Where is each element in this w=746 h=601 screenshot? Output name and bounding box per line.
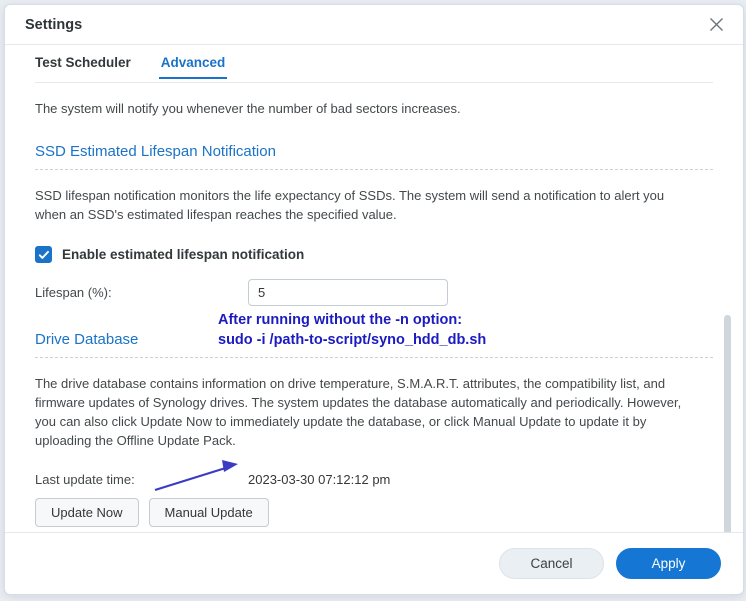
drive-database-buttons (35, 498, 713, 527)
dialog-footer (5, 532, 743, 594)
apply-button[interactable]: Apply (616, 548, 721, 579)
content-scrollbar-thumb[interactable] (724, 315, 731, 532)
close-icon[interactable] (703, 12, 729, 38)
cancel-button[interactable]: Cancel (499, 548, 604, 579)
tab-test-scheduler[interactable]: Test Scheduler (35, 55, 131, 70)
enable-lifespan-notification-label: Enable estimated lifespan notification (62, 247, 305, 262)
last-update-value: 2023-03-30 07:12:12 pm (248, 472, 391, 487)
enable-lifespan-notification-row[interactable] (35, 246, 713, 263)
tabbar (5, 45, 743, 83)
drive-database-section-title: Drive Database (35, 331, 713, 358)
manual-update-button[interactable]: Manual Update (149, 498, 269, 527)
lifespan-field-row (35, 279, 713, 306)
ssd-section-description: SSD lifespan notification monitors the life expectancy of SSDs. The system will send a notification to alert you when an SSD's estimated lifespan reaches the specified value. (35, 188, 665, 222)
content-scrollbar[interactable] (724, 315, 731, 532)
last-update-row (35, 472, 713, 487)
annotation-note-line2: sudo -i /path-to-script/syno_hdd_db.sh (218, 332, 487, 348)
drive-database-description: The drive database contains information on drive temperature, S.M.A.R.T. attributes, the compatibility list, and firmware updates of Synology drives. The system updates the database automatically and periodically. However, you can also click Update Now to immediately update the database, or click Manual Update to update it by uploading the Offline Update Pack. (35, 376, 682, 448)
lifespan-field-label: Lifespan (%): (35, 285, 112, 300)
annotation-note-line1: After running without the -n option: (218, 312, 463, 328)
checkmark-icon[interactable] (35, 246, 52, 263)
tab-advanced[interactable]: Advanced (161, 55, 226, 79)
settings-dialog (4, 4, 744, 595)
ssd-section-title: SSD Estimated Lifespan Notification (35, 143, 713, 170)
update-now-button[interactable]: Update Now (35, 498, 139, 527)
dialog-content (5, 83, 743, 532)
last-update-label: Last update time: (35, 472, 135, 487)
bad-sector-note: The system will notify you whenever the number of bad sectors increases. (35, 101, 461, 116)
dialog-title: Settings (25, 16, 83, 33)
lifespan-input[interactable] (248, 279, 448, 306)
dialog-titlebar (5, 5, 743, 45)
